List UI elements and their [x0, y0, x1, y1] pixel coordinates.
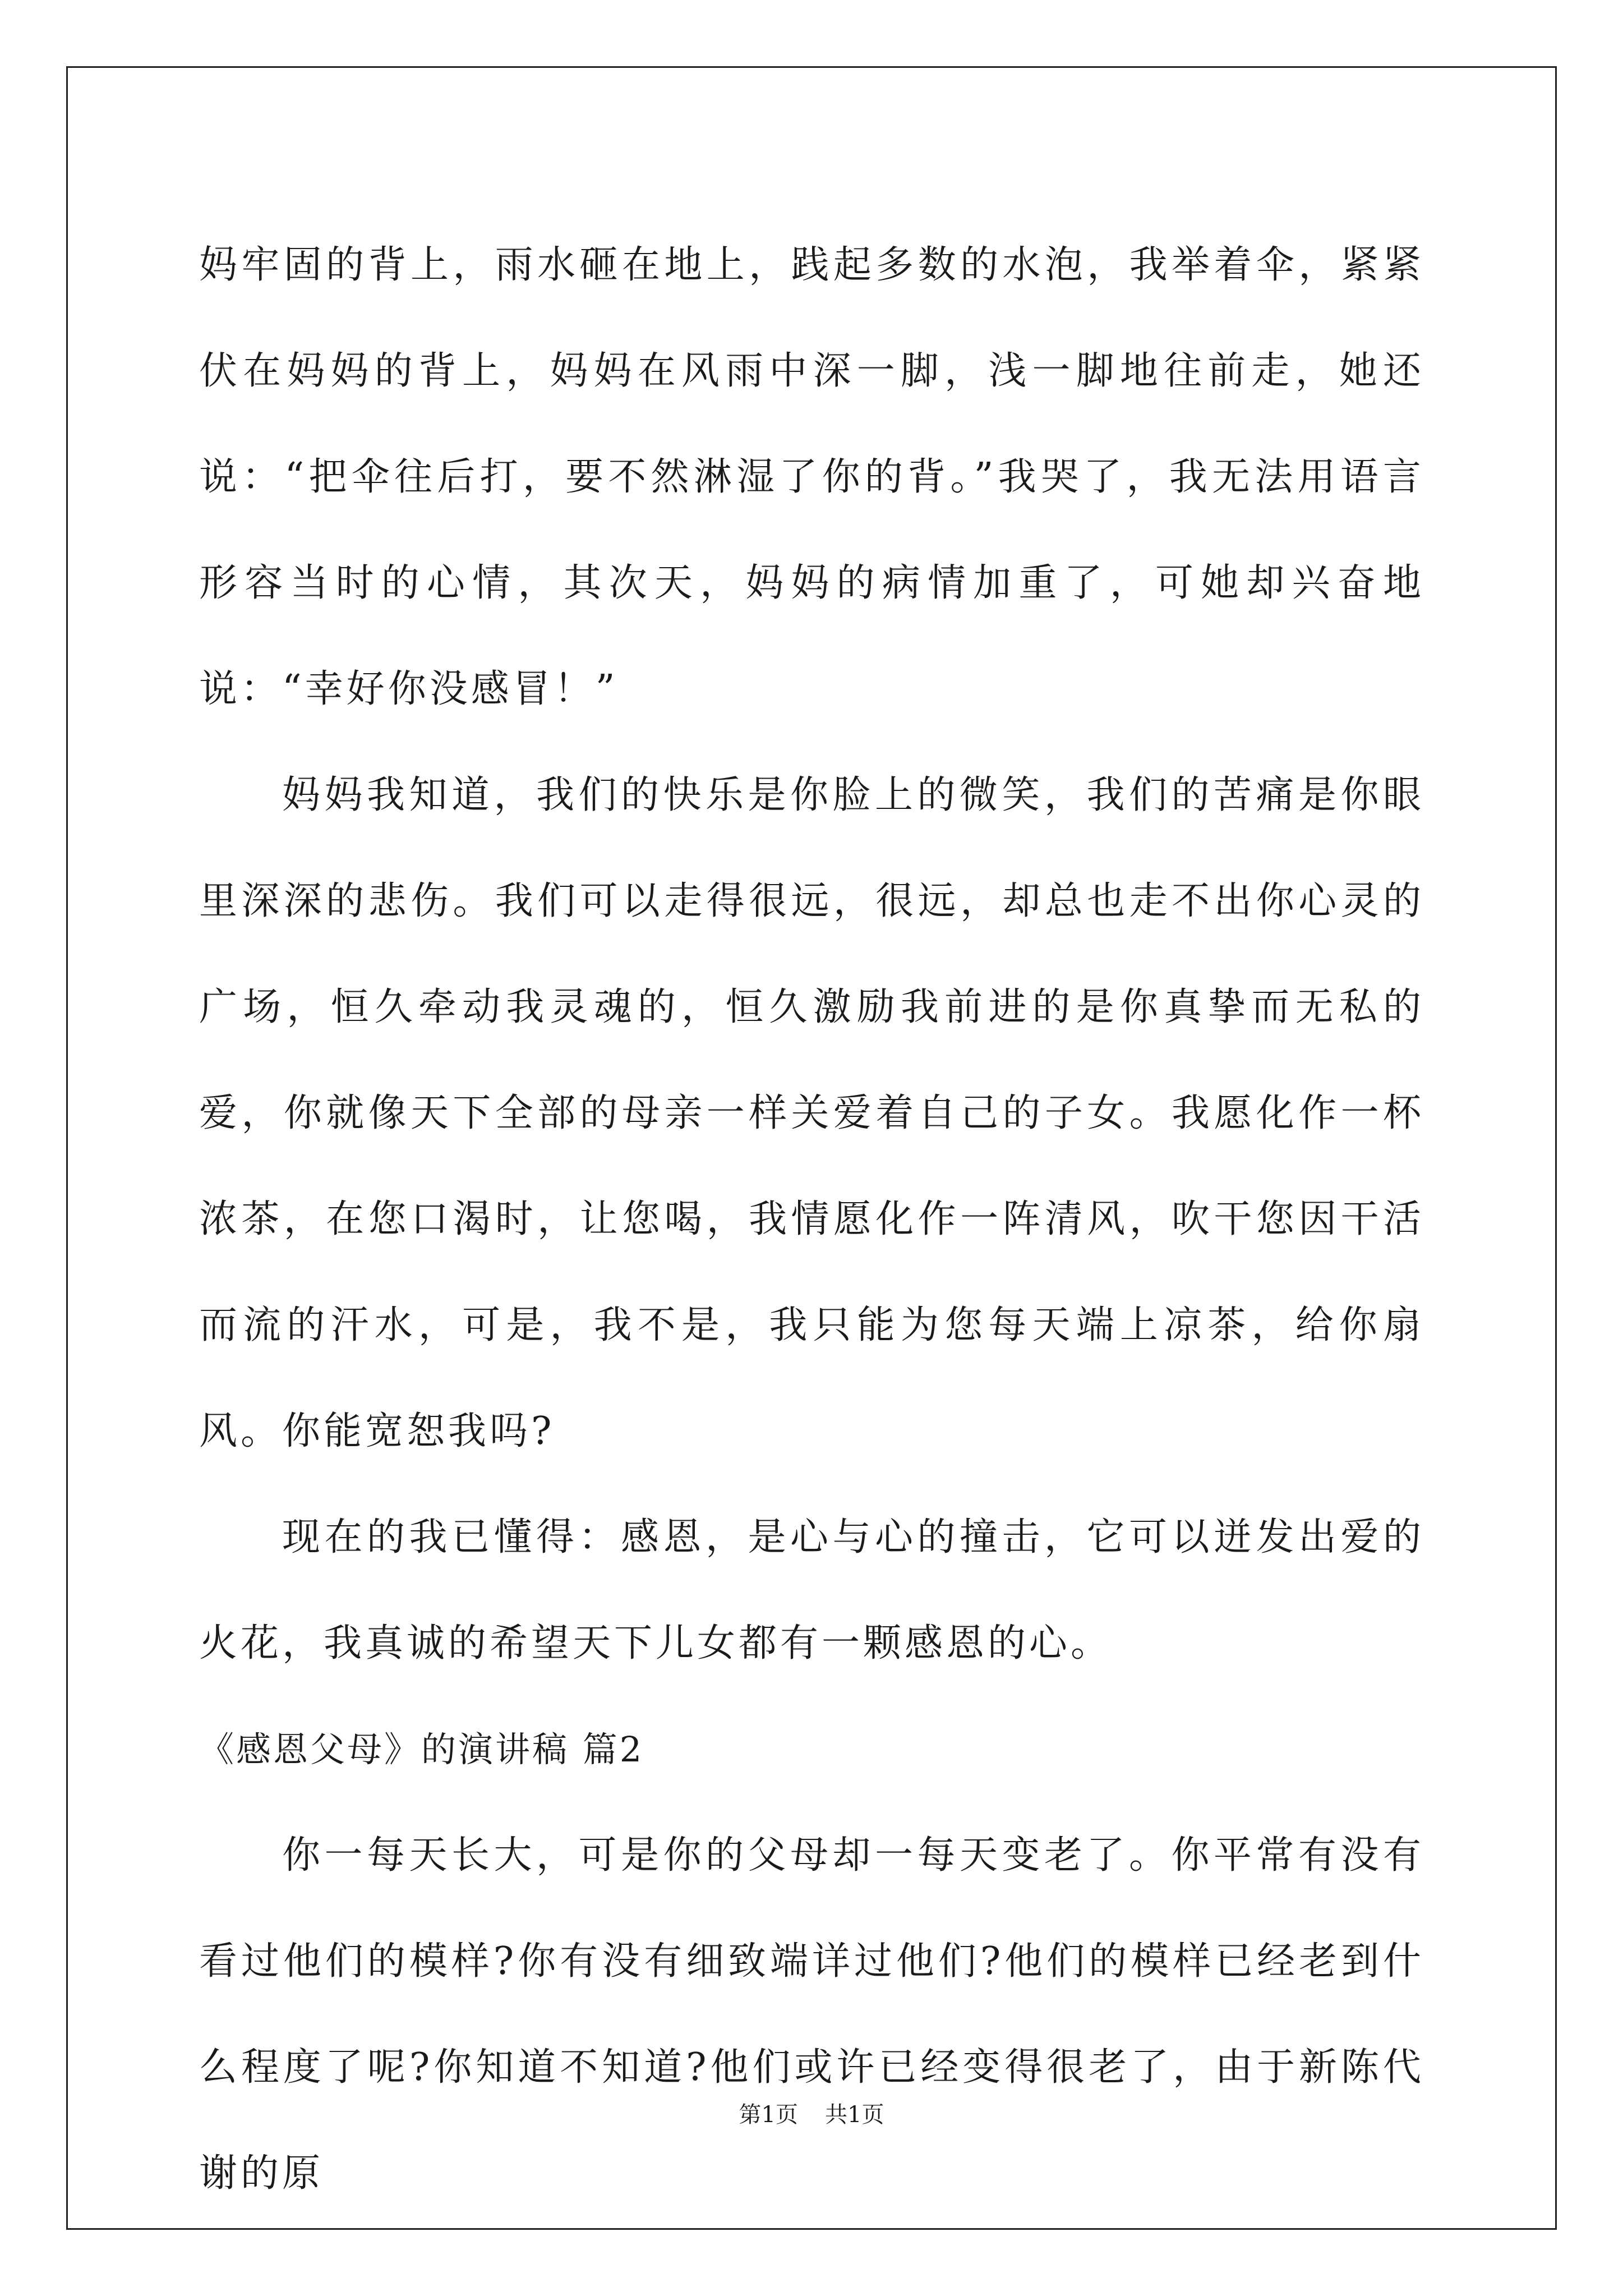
page-total: 共1页 — [825, 2102, 884, 2128]
page-footer — [0, 2098, 1623, 2132]
paragraph-3: 现在的我已懂得：感恩，是心与心的撞击，它可以迸发出爱的火花，我真诚的希望天下儿女都有一颗感恩的心。 — [199, 1515, 1424, 1665]
paragraph-2: 妈妈我知道，我们的快乐是你脸上的微笑，我们的苦痛是你眼里深深的悲伤。我们可以走得很远，很远，却总也走不出你心灵的广场，恒久牵动我灵魂的，恒久激励我前进的是你真挚而无私的爱，你就像天下全部的母亲一样关爱着自己的子女。我愿化作一杯浓茶，在您口渴时，让您喝，我情愿化作一阵清风，吹干您因干活而流的汗水，可是，我不是，我只能为您每天端上凉茶，给你扇风。你能宽恕我吗? — [199, 773, 1424, 1453]
paragraph-1: 妈牢固的背上，雨水砸在地上，践起多数的水泡，我举着伞，紧紧伏在妈妈的背上，妈妈在风雨中深一脚，浅一脚地往前走，她还说：“把伞往后打，要不然淋湿了你的背。”我哭了，我无法用语言形容当时的心情，其次天，妈妈的病情加重了，可她却兴奋地说：“幸好你没感冒！” — [199, 243, 1424, 711]
section-title: 《感恩父母》的演讲稿 篇2 — [199, 1729, 644, 1770]
page-number: 第1页 — [739, 2102, 798, 2128]
paragraph-4: 你一每天长大，可是你的父母却一每天变老了。你平常有没有看过他们的模样?你有没有细致端详过他们?他们的模样已经老到什么程度了呢?你知道不知道?他们或许已经变得很老了，由于新陈代谢的原 — [199, 1833, 1424, 2196]
document-body — [199, 212, 1424, 2226]
